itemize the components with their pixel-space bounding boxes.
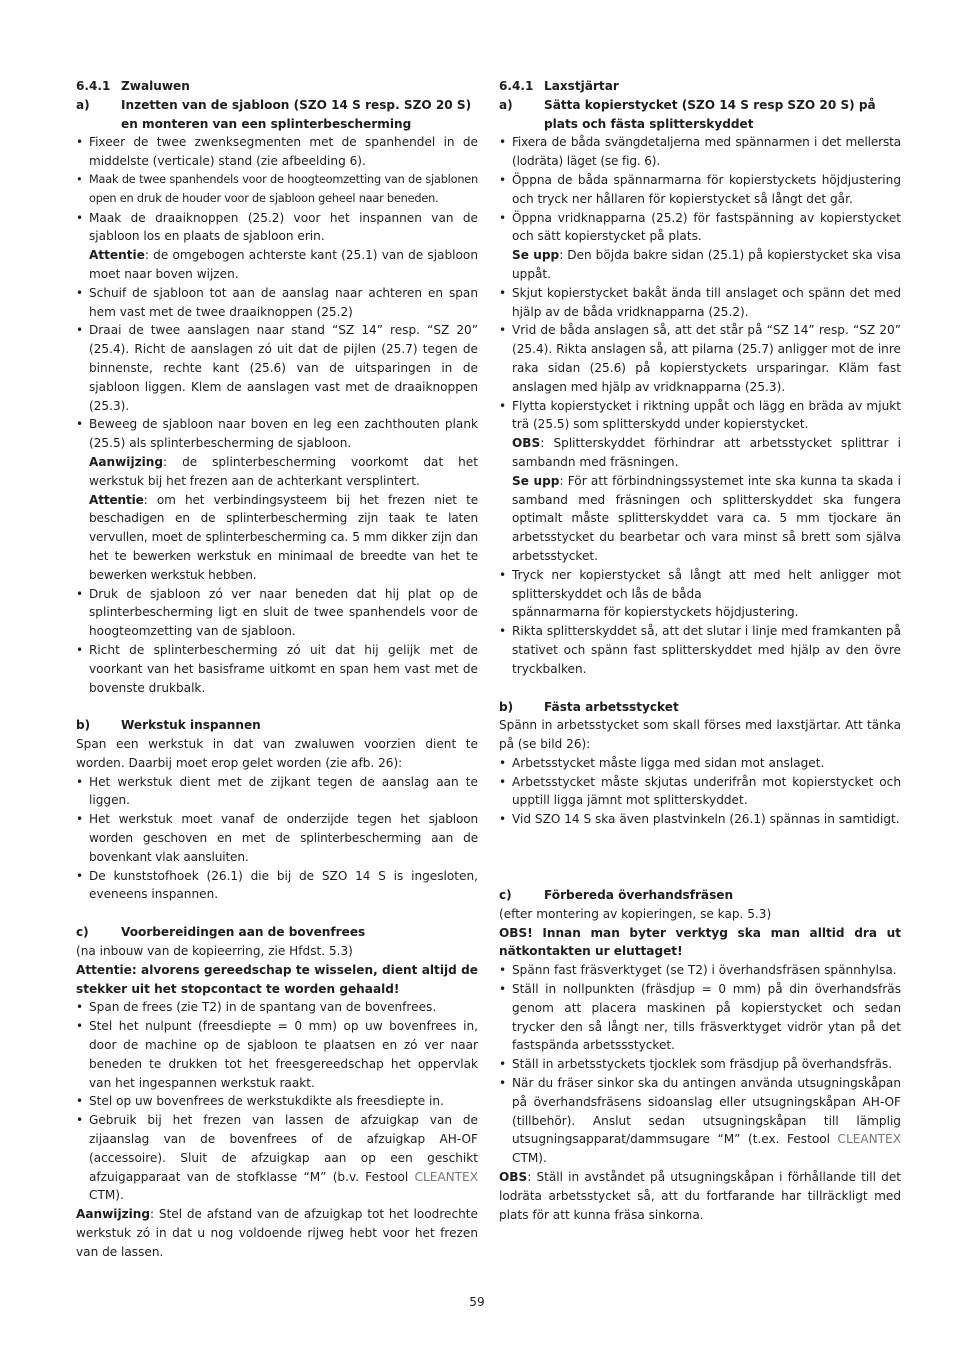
subsection-a-list <box>499 133 901 678</box>
list-item: • Beweeg de sjabloon naar boven en leg een zachthouten plank (25.5) als splinterbescherming de sjabloon. Aanwijzing: de splinterbescherming voorkomt dat het werkstuk bij het frezen aan de achterkant versplintert. Attentie: om het verbindingsysteem bij het frezen niet te beschadigen en de splinterbescherming zijn taak te laten vervullen, moet de splinterbescherming ca. 5 mm dikker zijn dan het te bewerken werkstuk en minimaal de breedte van het te bewerken werkstuk hebben. <box>76 415 478 584</box>
subsection-b-intro: Span een werkstuk in dat van zwaluwen voorzien dient te worden. Daarbij moet erop gelet worden (zie afb. 26): <box>76 737 478 770</box>
list-item: • Arbetsstycket måste ligga med sidan mot anslaget. <box>499 754 901 773</box>
list-item: • De kunststofhoek (26.1) die bij de SZO 14 S is ingesloten, eveneens inspannen. <box>76 867 478 905</box>
subsection-b-heading: b) Werkstuk inspannen <box>76 718 261 733</box>
brand-name: CLEANTEX <box>837 1132 901 1147</box>
note-obs: OBS: Splitterskyddet förhindrar att arbetsstycket splittrar i sambandn med fräsningen. <box>512 436 901 469</box>
subsection-a-heading: a) Inzetten van de sjabloon (SZO 14 S resp. SZO 20 S) en monteren van een splinterbescherming <box>76 97 472 131</box>
list-item: • Span de frees (zie T2) in de spantang van de bovenfrees. <box>76 998 478 1017</box>
note-attentie: Attentie: om het verbindingsysteem bij het frezen niet te beschadigen en de splinterbescherming zijn taak te laten vervullen, moet de splinterbescherming ca. 5 mm dikker zijn dan het te bewerken werkstuk en minimaal de breedte van het te bewerken werkstuk hebben. <box>89 492 478 582</box>
left-column <box>76 77 478 1262</box>
brand-name: CLEANTEX <box>414 1169 478 1184</box>
section-heading <box>76 77 478 96</box>
closing-note: OBS: Ställ in avståndet på utsugningskåpan i förhållande till det lodräta arbetsstycket så, att du fortfarande har tillräckligt med plats för att kunna fräsa sinkorna. <box>499 1170 901 1222</box>
warning-text: Attentie: alvorens gereedschap te wisselen, dient altijd de stekker uit het stopcontact te worden gehaald! <box>76 962 478 996</box>
list-item: • Spänn fast fräsverktyget (se T2) i överhandsfräsen spännhylsa. <box>499 961 901 980</box>
list-item: • Skjut kopierstycket bakåt ända till anslaget och spänn det med hjälp av de båda vridknapparna (25.2). <box>499 284 901 322</box>
list-item: • Vid SZO 14 S ska även plastvinkeln (26.1) spännas in samtidigt. <box>499 810 901 829</box>
subsection-b-intro: Spänn in arbetsstycket som skall förses med laxstjärtar. Att tänka på (se bild 26): <box>499 718 901 752</box>
subsection-c-heading: c) Förbereda överhandsfräsen <box>499 888 734 903</box>
subsection-c-list <box>76 998 478 1205</box>
section-heading <box>499 77 901 96</box>
list-item: • Flytta kopierstycket i riktning uppåt och lägg en bräda av mjukt trä (25.5) som splitterskydd under kopierstycket. OBS: Splitterskyddet förhindrar att arbetsstycket splittrar i sambandn med fräsningen. Se upp: För att förbindningssystemet inte ska kunna ta skada i samband med fräsningen och splitterskyddet ska fungera optimalt måste splitterskyddet vara ca. 5 mm tjockare än arbetsstycket du bearbetar och vara minst så brett som själva arbetsstycket. <box>499 397 901 566</box>
section-title: Zwaluwen <box>121 79 190 93</box>
list-item: • Fixera de båda svängdetaljerna med spännarmen i det mellersta (lodräta) läget (se fig. 6). <box>499 133 901 171</box>
list-item: • Vrid de båda anslagen så, att det står på “SZ 14” resp. “SZ 20” (25.4). Rikta anslagen så, att pilarna (25.7) anligger mot de inre raka sidan (25.6) på kopierstyckets ursparingar. Kläm fast anslagen med hjälp av vridknapparna (25.3). <box>499 321 901 396</box>
list-item: • Fixeer de twee zwenksegmenten met de spanhendel in de middelste (verticale) stand (zie afbeelding 6). <box>76 133 478 171</box>
page-number: 59 <box>469 1295 485 1309</box>
list-item: • Ställ in nollpunkten (fräsdjup = 0 mm) på din överhandsfräs genom att placera maskinen på kopierstycket och sedan trycker den så långt ner, tills fräsverktyget vidrör ytan på det fastspända arbetssstycket. <box>499 980 901 1055</box>
list-item: • Tryck ner kopierstycket så långt att med helt anligger mot splitterskyddet och lås de båda spännarmarna för kopierstyckets höjdjustering. <box>499 566 901 622</box>
note-aanwijzing: Aanwijzing: de splinterbescherming voorkomt dat het werkstuk bij het frezen aan de achterkant versplintert. <box>89 454 478 488</box>
subsection-a-list <box>76 133 478 697</box>
warning-text: OBS! Innan man byter verktyg ska man alltid dra ut nätkontakten ur eluttaget! <box>499 925 901 959</box>
list-item: • Maak de draaiknoppen (25.2) voor het inspannen van de sjabloon los en plaats de sjabloon erin. Attentie: de omgebogen achterste kant (25.1) van de sjabloon moet naar boven wijzen. <box>76 209 478 284</box>
right-column <box>499 77 901 1224</box>
subsection-c-intro: (efter montering av kopieringen, se kap. 5.3) <box>499 906 772 921</box>
subsection-c-intro: (na inbouw van de kopieerring, zie Hfdst. 5.3) <box>76 944 353 959</box>
list-item: • Öppna de båda spännarmarna för kopierstyckets höjdjustering och tryck ner hållaren för kopierstycket så långt det går. <box>499 171 901 209</box>
subsection-b-list <box>76 773 478 905</box>
closing-note: Aanwijzing: Stel de afstand van de afzuigkap tot het loodrechte werkstuk zó in dat u nog voldoende rijweg hebt voor het frezen van de lassen. <box>76 1207 478 1259</box>
section-title: Laxstjärtar <box>544 79 619 93</box>
subsection-b-heading: b) Fästa arbetsstycket <box>499 699 679 714</box>
list-item: • Ställ in arbetsstyckets tjocklek som fräsdjup på överhandsfräs. <box>499 1055 901 1074</box>
list-item: • Maak de twee spanhendels voor de hoogteomzetting van de sjablonen open en druk de houder voor de sjabloon geheel naar beneden. <box>76 171 478 209</box>
subsection-c-heading: c) Voorbereidingen aan de bovenfrees <box>76 925 366 940</box>
subsection-c-list <box>499 961 901 1168</box>
subsection-b-list <box>499 754 901 829</box>
list-item: • Arbetsstycket måste skjutas underifrån mot kopierstycket och upptill ligga jämnt mot splitterskyddet. <box>499 773 901 811</box>
list-item: • När du fräser sinkor ska du antingen använda utsugningskåpan på överhandsfräsens sidoanslag eller utsugningskåpan AH-OF (tillbehör). Anslut sedan utsugningskåpan till lämplig utsugningsapparat/dammsugare “M” (t.ex. Festool CLEANTEX CTM). <box>499 1074 901 1168</box>
note-attentie: Attentie: de omgebogen achterste kant (25.1) van de sjabloon moet naar boven wijzen. <box>89 248 478 281</box>
list-item: • Öppna vridknapparna (25.2) för fastspänning av kopierstycket och sätt kopierstycket på plats. Se upp: Den böjda bakre sidan (25.1) på kopierstycket ska visa uppåt. <box>499 209 901 284</box>
list-item: • Stel het nulpunt (freesdiepte = 0 mm) op uw bovenfrees in, door de machine op de sjabloon te plaatsen en zó ver naar beneden te drukken tot het freesgereedschap het oppervlak van het ingespannen werkstuk raakt. <box>76 1017 478 1092</box>
list-item: • Gebruik bij het frezen van lassen de afzuigkap van de zijaanslag van de bovenfrees of de afzuigkap AH-OF (accessoire). Sluit de afzuigkap aan op een geschikt afzuigapparaat van de stofklasse “M” (b.v. Festool CLEANTEX CTM). <box>76 1111 478 1205</box>
list-item: • Stel op uw bovenfrees de werkstukdikte als freesdiepte in. <box>76 1092 478 1111</box>
list-item: • Het werkstuk dient met de zijkant tegen de aanslag aan te liggen. <box>76 773 478 811</box>
note-se-upp: Se upp: För att förbindningssystemet inte ska kunna ta skada i samband med fräsningen och splitterskyddet ska fungera optimalt måste splitterskyddet vara ca. 5 mm tjockare än arbetsstycket du bearbetar och vara minst så brett som själva arbetsstycket. <box>512 473 901 563</box>
list-item: • Richt de splinterbescherming zó uit dat hij gelijk met de voorkant van het basisframe uitkomt en span hem vast met de bovenste drukbalk. <box>76 641 478 697</box>
list-item: • Het werkstuk moet vanaf de onderzijde tegen het sjabloon worden geschoven en met de splinterbescherming aan de bovenkant vlak aansluiten. <box>76 810 478 866</box>
section-number: 6.4.1 <box>76 79 111 93</box>
list-item: • Druk de sjabloon zó ver naar beneden dat hij plat op de splinterbescherming ligt en sluit de twee spanhendels voor de hoogteomzetting van de sjabloon. <box>76 585 478 641</box>
note-se-upp: Se upp: Den böjda bakre sidan (25.1) på kopierstycket ska visa uppåt. <box>512 248 901 281</box>
list-item: • Draai de twee aanslagen naar stand “SZ 14” resp. “SZ 20” (25.4). Richt de aanslagen zó uit dat de pijlen (25.7) tegen de binnenste, rechte kant (25.6) van de uitsparingen in de sjabloon liggen. Klem de aanslagen vast met de draaiknoppen (25.3). <box>76 321 478 415</box>
subsection-a-heading: a) Sätta kopierstycket (SZO 14 S resp SZO 20 S) på plats och fästa splitterskyddet <box>499 97 876 131</box>
list-item: • Schuif de sjabloon tot aan de aanslag naar achteren en span hem vast met de twee draaiknoppen (25.2) <box>76 284 478 322</box>
list-item: • Rikta splitterskyddet så, att det slutar i linje med framkanten på stativet och spänn fast splitterskyddet med hjälp av den övre tryckbalken. <box>499 622 901 678</box>
section-number: 6.4.1 <box>499 79 534 93</box>
